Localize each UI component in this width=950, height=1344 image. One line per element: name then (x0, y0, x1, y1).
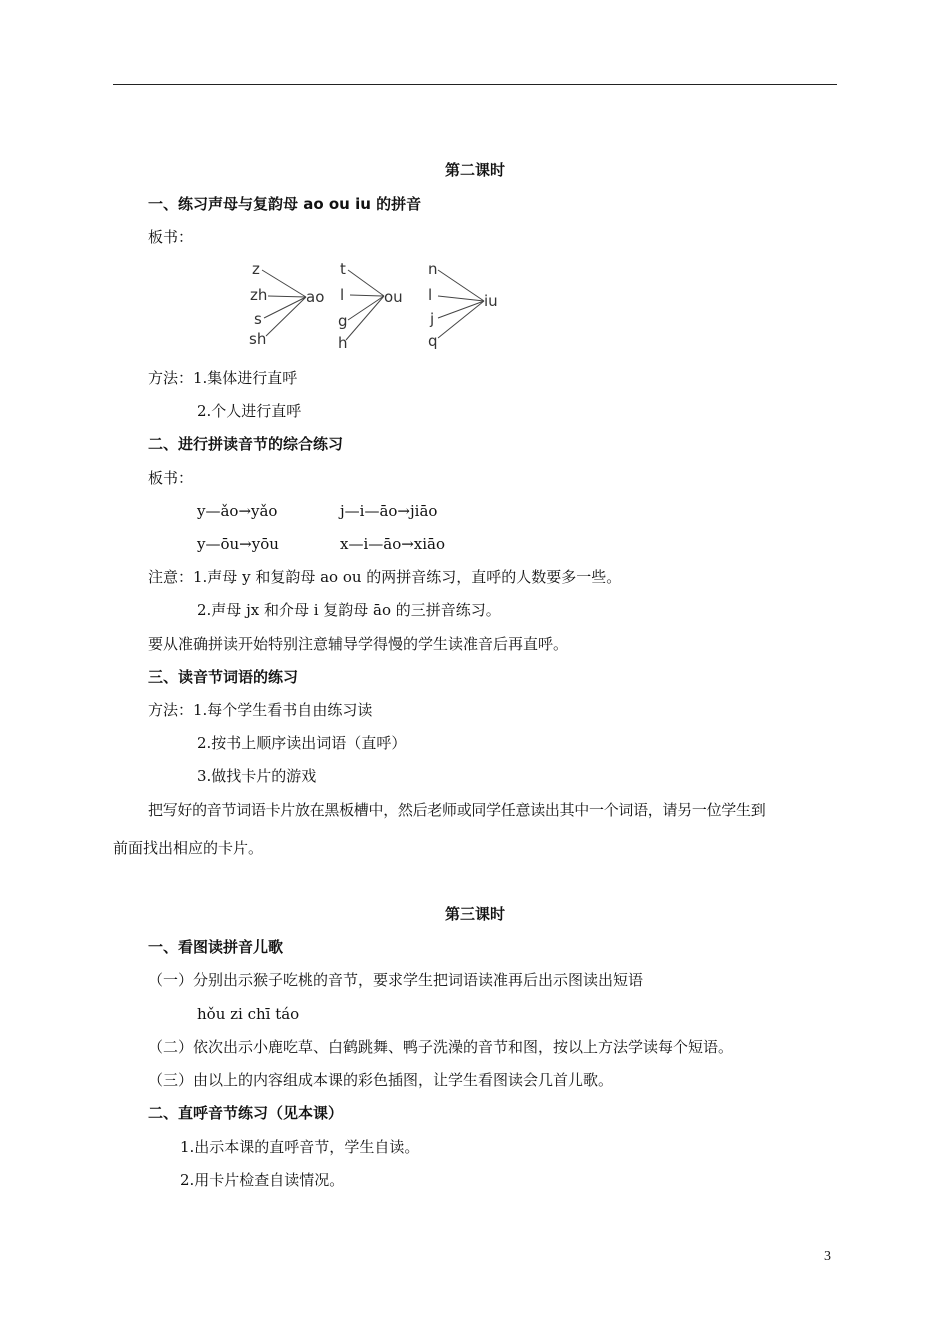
page-number: 3 (824, 1249, 831, 1264)
blend-row1-right: j—i—āo→jiāo (340, 502, 438, 520)
diagram-g3-line-3 (438, 301, 484, 338)
diagram-g3-line-2 (438, 301, 484, 318)
diagram-g1-line-3 (266, 297, 306, 336)
blend-row2-left: y—ōu→yōu (197, 535, 279, 553)
l3-item-3: （三）由以上的内容组成本课的彩色插图，让学生看图读会几首儿歌。 (148, 1071, 614, 1089)
s3-paragraph-line-1: 把写好的音节词语卡片放在黑板槽中，然后老师或同学任意读出其中一个词语，请另一位学生到 (148, 801, 766, 819)
diagram-g1-line-1 (268, 296, 306, 297)
diagram-g2-initial-3: h (338, 334, 348, 352)
note-line-2: 2.声母 jx 和介母 i 复韵母 āo 的三拼音练习。 (197, 601, 501, 619)
lesson3-section2-heading: 二、直呼音节练习（见本课） (148, 1104, 344, 1122)
pinyin-blend-diagram (248, 260, 508, 352)
diagram-g2-final: ou (384, 288, 403, 306)
diagram-g3-final: iu (484, 292, 498, 310)
diagram-g3-initial-1: l (428, 286, 433, 304)
diagram-g3-initial-2: j (430, 310, 435, 328)
lesson3-title: 第三课时 (444, 905, 505, 923)
note-line-1: 注意：1.声母 y 和复韵母 ao ou 的两拼音练习，直呼的人数要多一些。 (148, 568, 622, 586)
diagram-g1-final: ao (306, 288, 325, 306)
header-rule (113, 84, 837, 85)
lesson3-section1-heading: 一、看图读拼音儿歌 (148, 938, 284, 956)
lesson2-section1-heading: 一、练习声母与复韵母 ao ou iu 的拼音 (148, 195, 422, 213)
method-line-1: 方法：1.集体进行直呼 (148, 369, 298, 387)
s3-method-3: 3.做找卡片的游戏 (197, 767, 317, 785)
lesson2-section3-heading: 三、读音节词语的练习 (148, 668, 299, 686)
diagram-g1-line-0 (262, 270, 306, 297)
s3-method-2: 2.按书上顺序读出词语（直呼） (197, 734, 407, 752)
lesson2-section2-heading: 二、进行拼读音节的综合练习 (148, 435, 344, 453)
s3-paragraph-line-2: 前面找出相应的卡片。 (113, 839, 264, 857)
diagram-g2-initial-0: t (340, 260, 346, 278)
diagram-g2-initial-2: g (338, 312, 348, 330)
method-line-2: 2.个人进行直呼 (197, 402, 302, 420)
note-line-3: 要从准确拼读开始特别注意辅导学得慢的学生读准音后再直呼。 (148, 635, 569, 653)
diagram-g1-initial-3: sh (249, 330, 267, 348)
l3-pinyin-phrase: hǒu zi chī táo (197, 1005, 300, 1023)
diagram-g2-initial-1: l (340, 286, 345, 304)
blend-row1-left: y—ǎo→yǎo (197, 502, 278, 520)
diagram-g1-line-2 (264, 297, 306, 318)
l3-item-2: （二）依次出示小鹿吃草、白鹤跳舞、鸭子洗澡的音节和图，按以上方法学读每个短语。 (148, 1038, 734, 1056)
l3-s2-item-2: 2.用卡片检查自读情况。 (180, 1171, 345, 1189)
diagram-g1-initial-2: s (254, 310, 262, 328)
diagram-g1-initial-0: z (252, 260, 260, 278)
diagram-g3-initial-3: q (428, 332, 438, 350)
l3-s2-item-1: 1.出示本课的直呼音节，学生自读。 (180, 1138, 420, 1156)
blend-row2-right: x—i—āo→xiāo (340, 535, 446, 553)
s3-method-1: 方法：1.每个学生看书自由练习读 (148, 701, 373, 719)
diagram-g2-line-0 (348, 270, 384, 296)
diagram-g3-initial-0: n (428, 260, 438, 278)
diagram-g1-initial-1: zh (250, 286, 268, 304)
board-label-1: 板书： (148, 228, 194, 246)
board-label-2: 板书： (148, 469, 194, 487)
lesson2-title: 第二课时 (444, 161, 505, 179)
l3-item-1: （一）分别出示猴子吃桃的音节，要求学生把词语读准再后出示图读出短语 (148, 971, 644, 989)
diagram-g2-line-1 (350, 295, 384, 296)
